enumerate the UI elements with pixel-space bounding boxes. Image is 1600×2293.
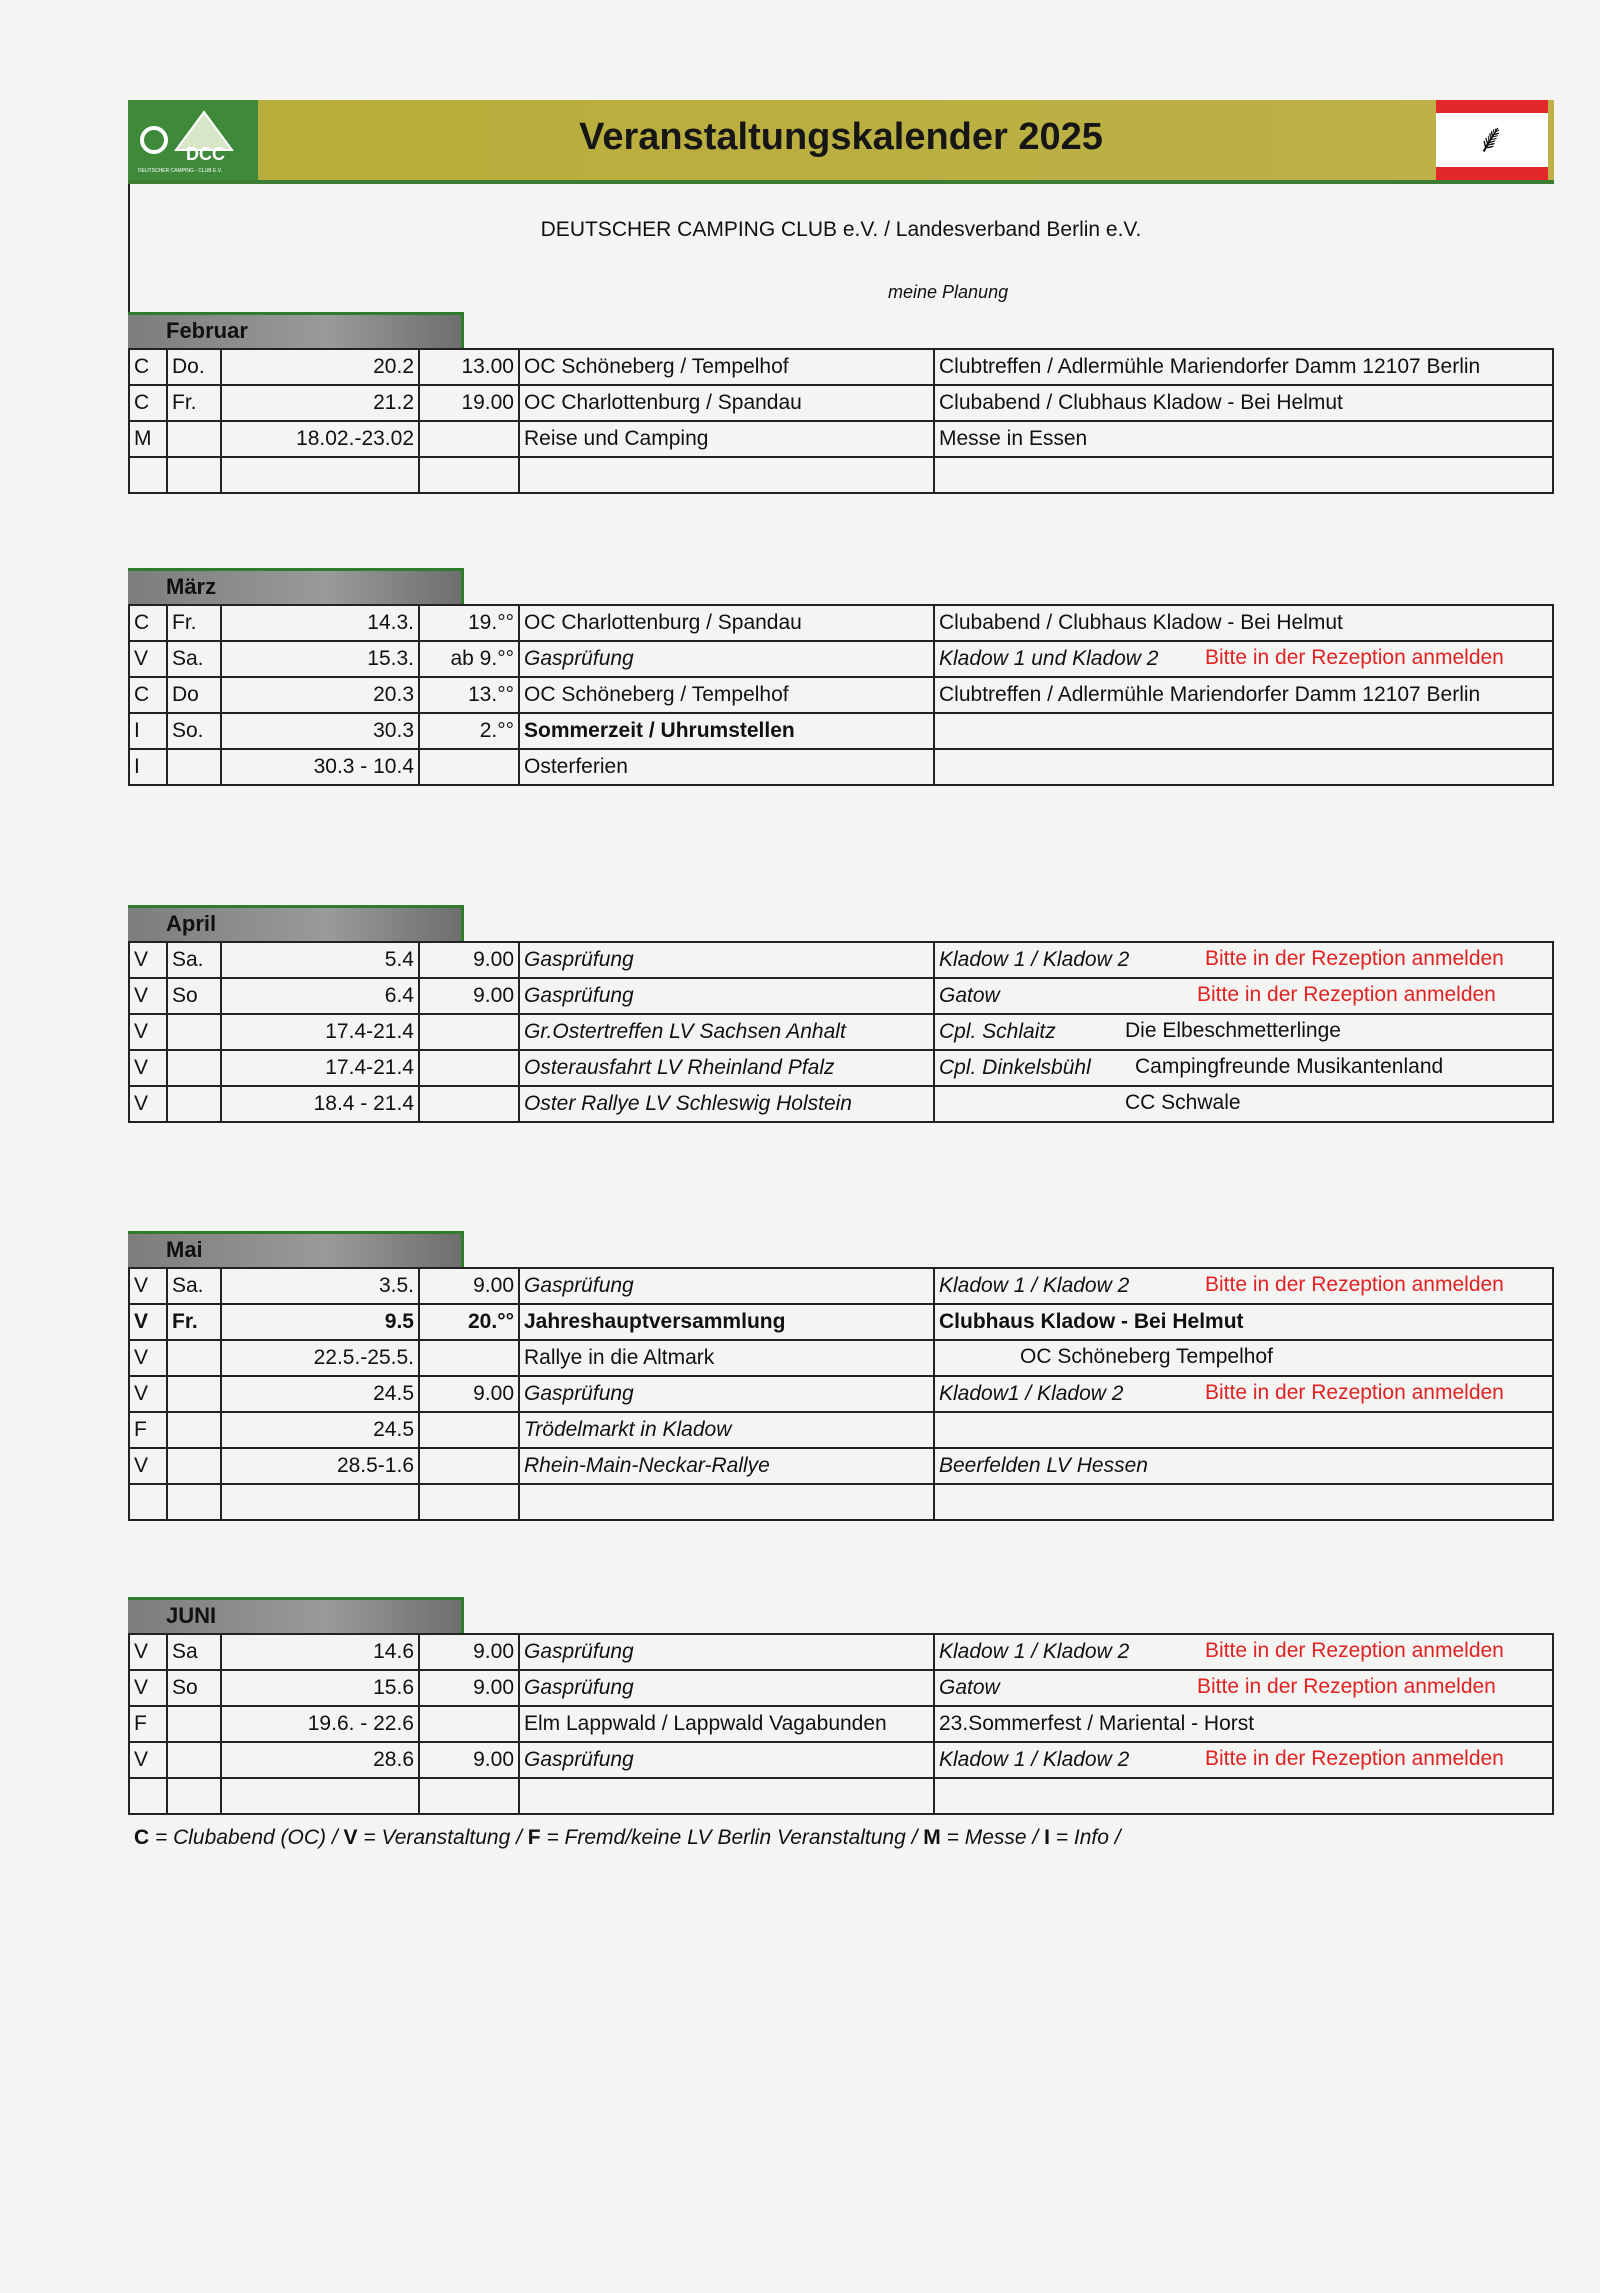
event-planning bbox=[934, 385, 1553, 421]
event-date: 22.5.-25.5. bbox=[221, 1340, 419, 1376]
event-day bbox=[167, 1484, 221, 1520]
planning-note: Campingfreunde Musikantenland bbox=[1135, 1055, 1444, 1078]
event-code: V bbox=[129, 1014, 167, 1050]
event-time: 9.00 bbox=[419, 978, 519, 1014]
event-day bbox=[167, 421, 221, 457]
event-code: V bbox=[129, 1268, 167, 1304]
event-time bbox=[419, 457, 519, 493]
table-row bbox=[129, 1448, 1553, 1484]
event-date bbox=[221, 457, 419, 493]
event-day: Fr. bbox=[167, 385, 221, 421]
table-row bbox=[129, 1412, 1553, 1448]
event-name bbox=[519, 457, 934, 493]
event-time bbox=[419, 1086, 519, 1122]
event-code: V bbox=[129, 1376, 167, 1412]
event-day: Sa. bbox=[167, 942, 221, 978]
event-planning bbox=[934, 1412, 1553, 1448]
event-time: 9.00 bbox=[419, 1670, 519, 1706]
event-date bbox=[221, 1484, 419, 1520]
event-code: C bbox=[129, 349, 167, 385]
planning-text: Kladow1 / Kladow 2 bbox=[939, 1382, 1124, 1405]
event-time: 9.00 bbox=[419, 1268, 519, 1304]
event-table bbox=[128, 1267, 1554, 1521]
planning-text: Kladow 1 / Kladow 2 bbox=[939, 1640, 1130, 1663]
event-time bbox=[419, 1484, 519, 1520]
month-name: Mai bbox=[166, 1237, 203, 1262]
month-header bbox=[128, 1231, 464, 1267]
table-row bbox=[129, 1670, 1553, 1706]
table-row bbox=[129, 605, 1553, 641]
event-code: V bbox=[129, 1086, 167, 1122]
planning-text: Clubabend / Clubhaus Kladow - Bei Helmut bbox=[939, 611, 1343, 634]
table-row bbox=[129, 1484, 1553, 1520]
event-date: 14.3. bbox=[221, 605, 419, 641]
legend: C = Clubabend (OC) / V = Veranstaltung / F = Fremd/keine LV Berlin Veranstaltung / M = Messe / I = Info / bbox=[134, 1826, 1121, 1849]
event-planning bbox=[934, 1340, 1553, 1376]
event-code: V bbox=[129, 1670, 167, 1706]
event-date: 19.6. - 22.6 bbox=[221, 1706, 419, 1742]
table-row bbox=[129, 349, 1553, 385]
event-time: 20.°° bbox=[419, 1304, 519, 1340]
event-name: Trödelmarkt in Kladow bbox=[519, 1412, 934, 1448]
event-day: Fr. bbox=[167, 605, 221, 641]
event-day bbox=[167, 1448, 221, 1484]
event-planning bbox=[934, 942, 1553, 978]
event-name: OC Schöneberg / Tempelhof bbox=[519, 349, 934, 385]
event-date: 28.5-1.6 bbox=[221, 1448, 419, 1484]
planning-note: Bitte in der Rezeption anmelden bbox=[1197, 983, 1496, 1006]
month-header bbox=[128, 1597, 464, 1633]
event-name: Gasprüfung bbox=[519, 978, 934, 1014]
left-border bbox=[128, 184, 130, 312]
page-title: Veranstaltungskalender 2025 bbox=[579, 116, 1103, 158]
planning-text: Cpl. Schlaitz bbox=[939, 1020, 1056, 1043]
event-planning bbox=[934, 1050, 1553, 1086]
event-code: C bbox=[129, 677, 167, 713]
planning-note: Bitte in der Rezeption anmelden bbox=[1205, 646, 1504, 669]
event-day bbox=[167, 1376, 221, 1412]
event-name: OC Charlottenburg / Spandau bbox=[519, 605, 934, 641]
event-table bbox=[128, 348, 1554, 494]
event-planning bbox=[934, 1448, 1553, 1484]
event-time bbox=[419, 1050, 519, 1086]
month-block bbox=[128, 1231, 1554, 1521]
subtitle: DEUTSCHER CAMPING CLUB e.V. / Landesverband Berlin e.V. bbox=[540, 218, 1142, 241]
month-name: April bbox=[166, 911, 217, 936]
event-date: 17.4-21.4 bbox=[221, 1050, 419, 1086]
month-header bbox=[128, 905, 464, 941]
event-code: V bbox=[129, 641, 167, 677]
event-code: V bbox=[129, 1304, 167, 1340]
month-name: JUNI bbox=[166, 1603, 217, 1628]
table-row bbox=[129, 1304, 1553, 1340]
event-date: 6.4 bbox=[221, 978, 419, 1014]
event-day: Fr. bbox=[167, 1304, 221, 1340]
event-day bbox=[167, 1086, 221, 1122]
table-row bbox=[129, 713, 1553, 749]
event-planning bbox=[934, 1268, 1553, 1304]
event-code: F bbox=[129, 1706, 167, 1742]
event-code bbox=[129, 1484, 167, 1520]
event-day: So bbox=[167, 978, 221, 1014]
event-time: 19.°° bbox=[419, 605, 519, 641]
event-code: V bbox=[129, 1634, 167, 1670]
event-planning bbox=[934, 1014, 1553, 1050]
table-row bbox=[129, 1014, 1553, 1050]
event-date: 20.2 bbox=[221, 349, 419, 385]
berlin-bear-flag-icon: ⸙ bbox=[1436, 100, 1548, 180]
table-row bbox=[129, 457, 1553, 493]
table-row bbox=[129, 1778, 1553, 1814]
event-planning bbox=[934, 349, 1553, 385]
table-row bbox=[129, 1268, 1553, 1304]
svg-text:DEUTSCHER CAMPING - CLUB E.V.: DEUTSCHER CAMPING - CLUB E.V. bbox=[138, 168, 222, 174]
event-day bbox=[167, 1778, 221, 1814]
planning-text: Cpl. Dinkelsbühl bbox=[939, 1056, 1091, 1079]
event-planning bbox=[934, 421, 1553, 457]
planning-note: OC Schöneberg Tempelhof bbox=[1020, 1345, 1273, 1368]
event-code: F bbox=[129, 1412, 167, 1448]
event-name: Gasprüfung bbox=[519, 1742, 934, 1778]
event-planning bbox=[934, 1484, 1553, 1520]
event-time: 9.00 bbox=[419, 1634, 519, 1670]
planning-text: Clubabend / Clubhaus Kladow - Bei Helmut bbox=[939, 391, 1343, 414]
event-date: 17.4-21.4 bbox=[221, 1014, 419, 1050]
planning-text: 23.Sommerfest / Mariental - Horst bbox=[939, 1712, 1255, 1735]
event-day: So bbox=[167, 1670, 221, 1706]
event-name: Gasprüfung bbox=[519, 1268, 934, 1304]
event-date: 30.3 - 10.4 bbox=[221, 749, 419, 785]
event-day bbox=[167, 1050, 221, 1086]
svg-text:DCC: DCC bbox=[186, 144, 225, 164]
month-block bbox=[128, 1597, 1554, 1815]
event-date: 30.3 bbox=[221, 713, 419, 749]
event-day: Do. bbox=[167, 349, 221, 385]
planning-note: CC Schwale bbox=[1125, 1091, 1241, 1114]
event-time bbox=[419, 1340, 519, 1376]
event-name: Rallye in die Altmark bbox=[519, 1340, 934, 1376]
event-planning bbox=[934, 978, 1553, 1014]
event-code: V bbox=[129, 1340, 167, 1376]
event-day: So. bbox=[167, 713, 221, 749]
table-row bbox=[129, 978, 1553, 1014]
event-day: Do bbox=[167, 677, 221, 713]
event-code: V bbox=[129, 978, 167, 1014]
event-day: Sa bbox=[167, 1634, 221, 1670]
event-planning bbox=[934, 713, 1553, 749]
table-row bbox=[129, 1340, 1553, 1376]
month-header bbox=[128, 568, 464, 604]
table-row bbox=[129, 1634, 1553, 1670]
event-name: Gasprüfung bbox=[519, 1376, 934, 1412]
event-name: Sommerzeit / Uhrumstellen bbox=[519, 713, 934, 749]
table-row bbox=[129, 1742, 1553, 1778]
event-planning bbox=[934, 1304, 1553, 1340]
event-planning bbox=[934, 1634, 1553, 1670]
table-row bbox=[129, 1706, 1553, 1742]
month-block bbox=[128, 312, 1554, 494]
event-name: Gasprüfung bbox=[519, 942, 934, 978]
event-planning bbox=[934, 1742, 1553, 1778]
event-table bbox=[128, 1633, 1554, 1815]
event-planning bbox=[934, 1086, 1553, 1122]
table-row bbox=[129, 1050, 1553, 1086]
event-code: M bbox=[129, 421, 167, 457]
event-code: I bbox=[129, 713, 167, 749]
event-code: V bbox=[129, 1448, 167, 1484]
planning-note: Bitte in der Rezeption anmelden bbox=[1205, 1747, 1504, 1770]
event-time: ab 9.°° bbox=[419, 641, 519, 677]
event-time bbox=[419, 1778, 519, 1814]
month-header bbox=[128, 312, 464, 348]
event-name: Gasprüfung bbox=[519, 1634, 934, 1670]
event-time: 13.°° bbox=[419, 677, 519, 713]
event-name: Reise und Camping bbox=[519, 421, 934, 457]
planning-text: Kladow 1 / Kladow 2 bbox=[939, 948, 1130, 971]
event-name: Osterausfahrt LV Rheinland Pfalz bbox=[519, 1050, 934, 1086]
event-name: Gasprüfung bbox=[519, 1670, 934, 1706]
event-day bbox=[167, 1412, 221, 1448]
event-planning bbox=[934, 677, 1553, 713]
event-code: I bbox=[129, 749, 167, 785]
event-day: Sa. bbox=[167, 1268, 221, 1304]
event-code: C bbox=[129, 605, 167, 641]
planning-text: Messe in Essen bbox=[939, 427, 1088, 450]
month-name: März bbox=[166, 574, 217, 599]
event-day bbox=[167, 1340, 221, 1376]
event-planning bbox=[934, 1706, 1553, 1742]
planning-note: Die Elbeschmetterlinge bbox=[1125, 1019, 1341, 1042]
event-date: 15.3. bbox=[221, 641, 419, 677]
event-date: 18.02.-23.02 bbox=[221, 421, 419, 457]
event-day bbox=[167, 457, 221, 493]
planning-text: Gatow bbox=[939, 1676, 1000, 1699]
event-code bbox=[129, 457, 167, 493]
table-row bbox=[129, 385, 1553, 421]
header-banner bbox=[128, 100, 1554, 184]
event-planning bbox=[934, 1670, 1553, 1706]
planning-note: Bitte in der Rezeption anmelden bbox=[1205, 1639, 1504, 1662]
event-name: Elm Lappwald / Lappwald Vagabunden bbox=[519, 1706, 934, 1742]
event-name: Rhein-Main-Neckar-Rallye bbox=[519, 1448, 934, 1484]
event-time: 2.°° bbox=[419, 713, 519, 749]
table-row bbox=[129, 677, 1553, 713]
event-date: 14.6 bbox=[221, 1634, 419, 1670]
event-code: V bbox=[129, 942, 167, 978]
event-time bbox=[419, 421, 519, 457]
event-table bbox=[128, 941, 1554, 1123]
event-day bbox=[167, 1742, 221, 1778]
event-planning bbox=[934, 457, 1553, 493]
month-block bbox=[128, 905, 1554, 1123]
table-row bbox=[129, 749, 1553, 785]
month-block bbox=[128, 568, 1554, 786]
planning-text: Kladow 1 und Kladow 2 bbox=[939, 647, 1159, 670]
event-name: OC Charlottenburg / Spandau bbox=[519, 385, 934, 421]
event-date bbox=[221, 1778, 419, 1814]
event-name: OC Schöneberg / Tempelhof bbox=[519, 677, 934, 713]
event-name: Gr.Ostertreffen LV Sachsen Anhalt bbox=[519, 1014, 934, 1050]
event-time bbox=[419, 749, 519, 785]
event-date: 28.6 bbox=[221, 1742, 419, 1778]
event-time bbox=[419, 1014, 519, 1050]
event-table bbox=[128, 604, 1554, 786]
event-planning bbox=[934, 605, 1553, 641]
planning-note: Bitte in der Rezeption anmelden bbox=[1205, 1273, 1504, 1296]
event-time: 9.00 bbox=[419, 1376, 519, 1412]
planning-text: Beerfelden LV Hessen bbox=[939, 1454, 1148, 1477]
calendar-sheet bbox=[128, 100, 1554, 1849]
event-planning bbox=[934, 1376, 1553, 1412]
table-row bbox=[129, 1376, 1553, 1412]
event-planning bbox=[934, 641, 1553, 677]
event-day bbox=[167, 1706, 221, 1742]
event-planning bbox=[934, 1778, 1553, 1814]
event-date: 21.2 bbox=[221, 385, 419, 421]
event-date: 24.5 bbox=[221, 1376, 419, 1412]
event-date: 15.6 bbox=[221, 1670, 419, 1706]
event-time: 9.00 bbox=[419, 942, 519, 978]
event-time: 13.00 bbox=[419, 349, 519, 385]
event-code bbox=[129, 1778, 167, 1814]
event-code: C bbox=[129, 385, 167, 421]
event-name: Osterferien bbox=[519, 749, 934, 785]
event-time: 19.00 bbox=[419, 385, 519, 421]
planning-text: Gatow bbox=[939, 984, 1000, 1007]
month-name: Februar bbox=[166, 318, 248, 343]
table-row bbox=[129, 421, 1553, 457]
event-date: 9.5 bbox=[221, 1304, 419, 1340]
planning-text: Clubhaus Kladow - Bei Helmut bbox=[939, 1310, 1244, 1333]
planning-text: Kladow 1 / Kladow 2 bbox=[939, 1274, 1130, 1297]
planning-note: Bitte in der Rezeption anmelden bbox=[1205, 947, 1504, 970]
event-date: 3.5. bbox=[221, 1268, 419, 1304]
planning-text: Kladow 1 / Kladow 2 bbox=[939, 1748, 1130, 1771]
planning-note: Bitte in der Rezeption anmelden bbox=[1197, 1675, 1496, 1698]
event-day bbox=[167, 1014, 221, 1050]
event-date: 20.3 bbox=[221, 677, 419, 713]
event-code: V bbox=[129, 1742, 167, 1778]
table-row bbox=[129, 641, 1553, 677]
table-row bbox=[129, 942, 1553, 978]
planning-note: Bitte in der Rezeption anmelden bbox=[1205, 1381, 1504, 1404]
event-name: Gasprüfung bbox=[519, 641, 934, 677]
event-date: 18.4 - 21.4 bbox=[221, 1086, 419, 1122]
table-row bbox=[129, 1086, 1553, 1122]
event-code: V bbox=[129, 1050, 167, 1086]
event-planning bbox=[934, 749, 1553, 785]
event-name bbox=[519, 1484, 934, 1520]
planning-label: meine Planung bbox=[888, 282, 1009, 302]
planning-text: Clubtreffen / Adlermühle Mariendorfer Damm 12107 Berlin bbox=[939, 355, 1481, 378]
event-date: 24.5 bbox=[221, 1412, 419, 1448]
event-day: Sa. bbox=[167, 641, 221, 677]
event-time bbox=[419, 1706, 519, 1742]
event-name: Oster Rallye LV Schleswig Holstein bbox=[519, 1086, 934, 1122]
event-name bbox=[519, 1778, 934, 1814]
event-time bbox=[419, 1412, 519, 1448]
event-time: 9.00 bbox=[419, 1742, 519, 1778]
event-date: 5.4 bbox=[221, 942, 419, 978]
event-day bbox=[167, 749, 221, 785]
event-name: Jahreshauptversammlung bbox=[519, 1304, 934, 1340]
planning-text: Clubtreffen / Adlermühle Mariendorfer Damm 12107 Berlin bbox=[939, 683, 1481, 706]
event-time bbox=[419, 1448, 519, 1484]
